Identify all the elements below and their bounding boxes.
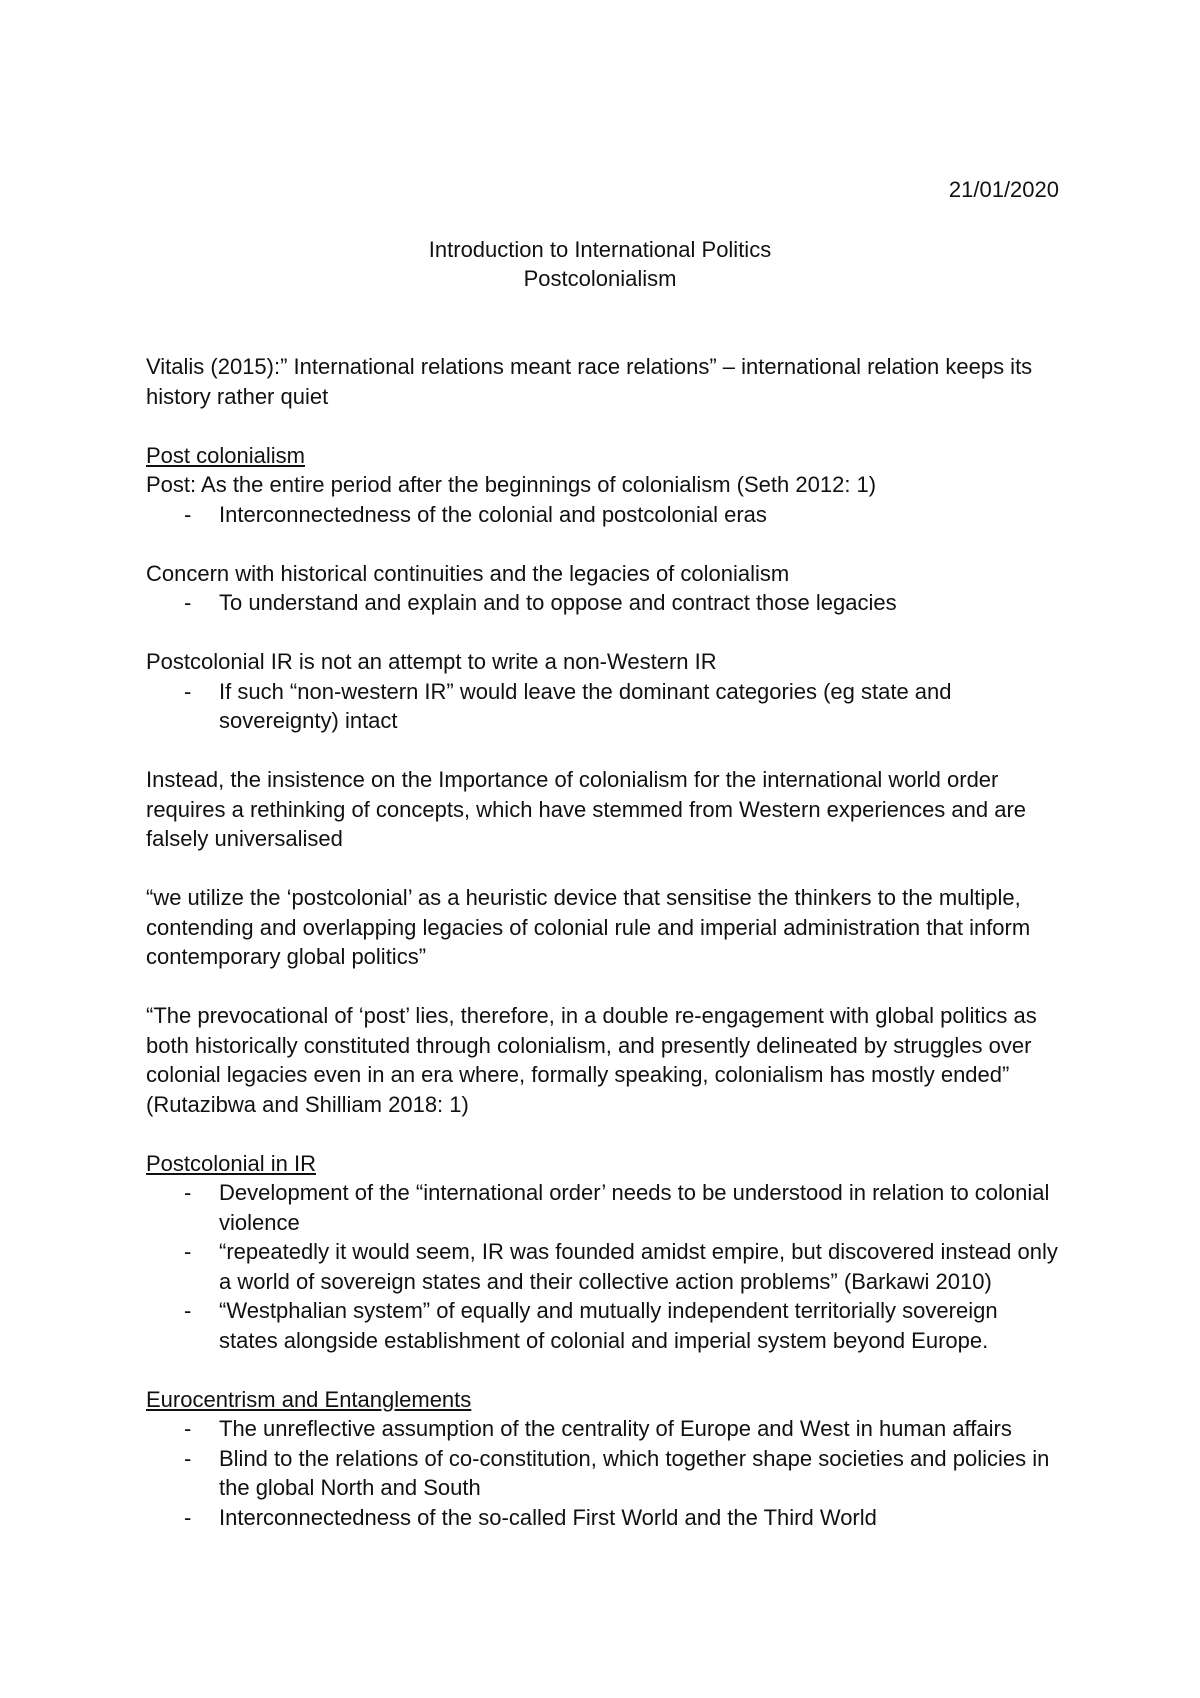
document-title-block bbox=[0, 235, 1200, 293]
list-item: - If such “non-western IR” would leave the dominant categories (eg state and sovereignty) intact bbox=[146, 677, 1061, 736]
document-body bbox=[146, 352, 1061, 1532]
eurocentrism-bullets bbox=[146, 1414, 1061, 1532]
document-title: Introduction to International Politics bbox=[428, 237, 772, 262]
heading-eurocentrism: Eurocentrism and Entanglements bbox=[146, 1386, 472, 1412]
list-item: - The unreflective assumption of the centrality of Europe and West in human affairs bbox=[146, 1414, 1061, 1444]
post-definition-line: Post: As the entire period after the beginnings of colonialism (Seth 2012: 1) bbox=[146, 472, 877, 497]
quote-paragraph-2: “The prevocational of ‘post’ lies, therefore, in a double re-engagement with global politics as both historically constituted through colonialism, and presently delineated by struggles over colonial legacies even in an era where, formally speaking, colonialism has mostly ended” (Rutazibwa and Shilliam 2018: 1) bbox=[146, 1003, 1037, 1117]
instead-paragraph: Instead, the insistence on the Importance of colonialism for the international world order requires a rethinking of concepts, which have stemmed from Western experiences and are falsely universalised bbox=[146, 767, 1027, 851]
list-item: - “repeatedly it would seem, IR was founded amidst empire, but discovered instead only a world of sovereign states and their collective action problems” (Barkawi 2010) bbox=[146, 1237, 1061, 1296]
intro-paragraph: Vitalis (2015):” International relations meant race relations” – international relation keeps its history rather quiet bbox=[146, 354, 1033, 409]
concern-line: Concern with historical continuities and the legacies of colonialism bbox=[146, 560, 790, 586]
not-attempt-bullets bbox=[146, 677, 1061, 736]
document-date: 21/01/2020 bbox=[948, 177, 1059, 202]
quote-paragraph-1: “we utilize the ‘postcolonial’ as a heuristic device that sensitise the thinkers to the multiple, contending and overlapping legacies of colonial rule and imperial administration that inform contemporary global politics” bbox=[146, 885, 1031, 969]
heading-postcolonial-in-ir: Postcolonial in IR bbox=[146, 1150, 316, 1176]
document-subtitle: Postcolonialism bbox=[523, 266, 677, 291]
list-item: - “Westphalian system” of equally and mutually independent territorially sovereign states alongside establishment of colonial and imperial system beyond Europe. bbox=[146, 1296, 1061, 1355]
postcolonial-ir-bullets bbox=[146, 1178, 1061, 1355]
not-attempt-line: Postcolonial IR is not an attempt to write a non-Western IR bbox=[146, 649, 717, 674]
list-item: - Blind to the relations of co-constitution, which together shape societies and policies in the global North and South bbox=[146, 1444, 1061, 1503]
list-item: - Development of the “international order’ needs to be understood in relation to colonial violence bbox=[146, 1178, 1061, 1237]
concern-bullets bbox=[146, 588, 1061, 618]
post-colonialism-bullets bbox=[146, 500, 1061, 530]
list-item: - To understand and explain and to oppose and contract those legacies bbox=[146, 588, 1061, 618]
heading-post-colonialism: Post colonialism bbox=[146, 442, 305, 468]
list-item: - Interconnectedness of the colonial and postcolonial eras bbox=[146, 500, 1061, 530]
list-item: - Interconnectedness of the so-called First World and the Third World bbox=[146, 1503, 1061, 1533]
